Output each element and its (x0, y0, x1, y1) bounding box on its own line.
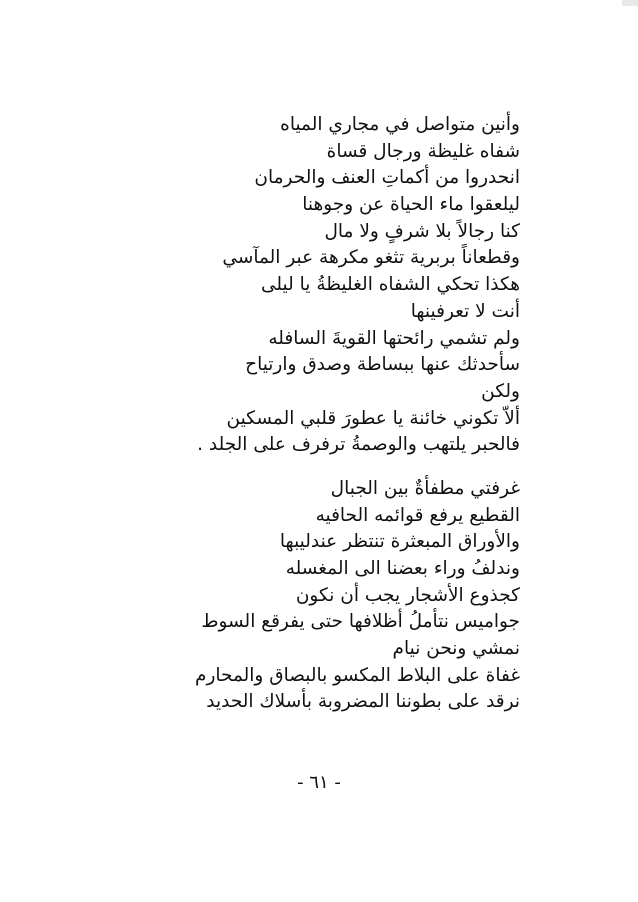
verse-line: ولكن (481, 380, 520, 402)
verse-line: سأحدثك عنها ببساطة وصدق وارتياح (245, 354, 520, 376)
poem-text (100, 112, 520, 716)
verse-line: هكذا تحكي الشفاه الغليظةُ يا ليلى (261, 274, 520, 296)
stanza-1 (100, 112, 520, 459)
verse-line: القطيع يرفع قوائمه الحافيه (315, 504, 520, 526)
verse-line: نمشي ونحن نيام (392, 638, 520, 660)
verse-line: غرفتي مطفأةٌ بين الجبال (330, 477, 520, 499)
page-number: - ٦١ - (297, 772, 341, 793)
stanza-2 (100, 476, 520, 716)
verse-line: ألاّ تكوني خائنة يا عطورَ قلبي المسكين (226, 407, 520, 429)
verse-line: نرقد على بطوننا المضروبة بأسلاك الحديد (206, 691, 520, 713)
verse-line: انحدروا من أكماتِ العنف والحرمان (254, 167, 520, 189)
verse-line: جواميس نتأملُ أظلافها حتى يفرقع السوط (201, 611, 520, 633)
verse-line: ولم تشمي رائحتها القويةَ السافله (268, 327, 520, 349)
verse-line: كنا رجالاً بلا شرفٍ ولا مال (324, 220, 520, 242)
verse-line: وأنين متواصل في مجاري المياه (280, 114, 520, 135)
verse-line: أنت لا تعرفينها (410, 300, 520, 322)
verse-line: والأوراق المبعثرة تنتظر عندليبها (279, 531, 520, 553)
verse-line: شفاه غليظة ورجال قساة (326, 140, 520, 162)
verse-line: وقطعاناً بربرية تثغو مكرهة عبر المآسي (222, 247, 520, 269)
verse-line: فالحبر يلتهب والوصمةُ ترفرف على الجلد . (197, 434, 520, 456)
verse-line: وندلفُ وراء بعضنا الى المغسله (285, 558, 520, 579)
corner-scan-mark (622, 0, 638, 6)
verse-line: ليلعقوا ماء الحياة عن وجوهنا (302, 194, 520, 216)
verse-line: غفاة على البلاط المكسو بالبصاق والمحارم (194, 664, 520, 686)
verse-line: كجذوع الأشجار يجب أن نكون (295, 584, 520, 606)
